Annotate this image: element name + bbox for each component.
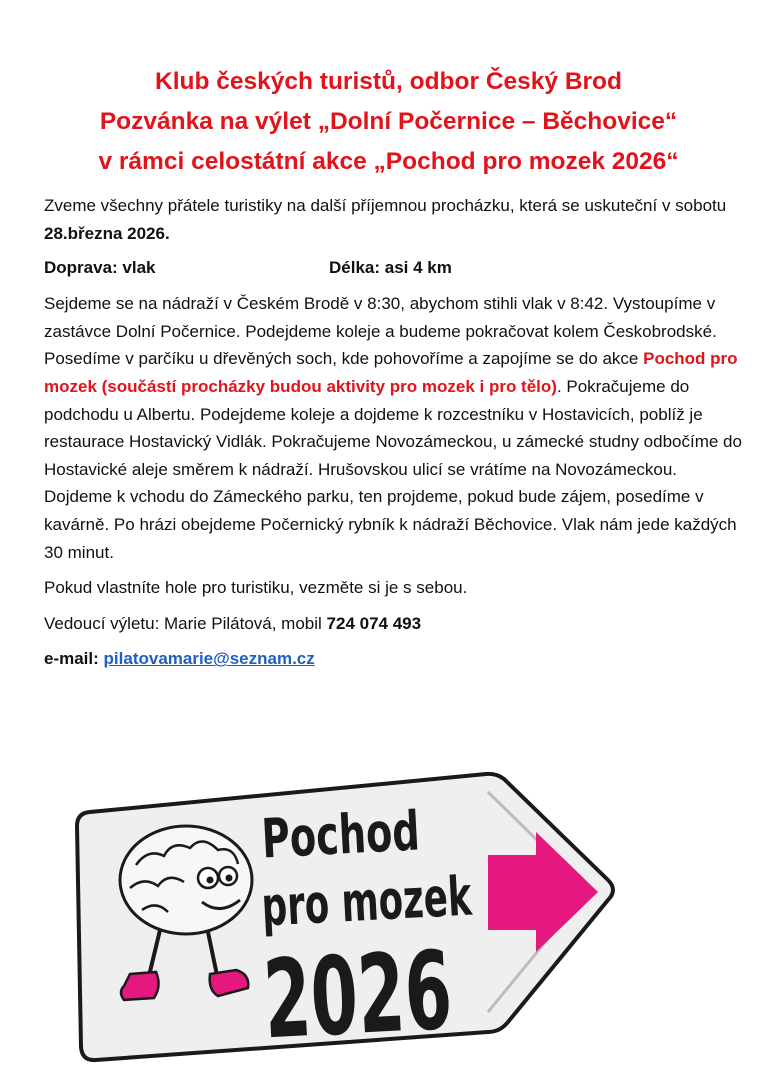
hiking-poles-note: Pokud vlastníte hole pro turistiku, vezměte si je s sebou. <box>44 578 468 598</box>
logo-line-3: 2026 <box>260 922 568 1064</box>
logo-line-2: pro mozek <box>260 858 582 939</box>
intro-text: Zveme všechny přátele turistiky na další příjemnou procházku, která se uskuteční v sobotu <box>44 196 727 215</box>
trip-date: 28.března 2026. <box>44 223 170 243</box>
leader-phone: 724 074 493 <box>326 613 422 633</box>
length-info: Délka: asi 4 km <box>329 258 452 278</box>
pochod-pro-mozek-logo <box>68 760 628 1070</box>
content <box>44 192 744 673</box>
signpost-graphic <box>68 760 628 1070</box>
intro-paragraph <box>44 192 744 247</box>
trip-leader <box>44 610 744 638</box>
email-line <box>44 645 744 673</box>
transport-line <box>44 254 744 282</box>
leader-label: Vedoucí výletu: Marie Pilátová, mobil <box>44 613 327 633</box>
transport-info: Doprava: vlak <box>44 258 156 278</box>
logo-line-1: Pochod <box>260 795 487 871</box>
email-link[interactable]: pilatovamarie@seznam.cz <box>103 649 315 669</box>
header <box>0 62 777 182</box>
route-text-1: Sejdeme se na nádraží v Českém Brodě v 8:30, abychom stihli vlak v 8:42. Vystoupíme v zastávce Dolní Počernice. Podejdeme koleje a budeme pokračovat kolem Českobrodské. Posedíme v parčíku u dřevěných soch, kde pohovoříme a zapojíme se do akce <box>44 294 717 369</box>
email-label: e-mail: <box>44 649 104 669</box>
event-title: v rámci celostátní akce „Pochod pro mozek 2026“ <box>98 148 679 175</box>
trip-title: Pozvánka na výlet „Dolní Počernice – Běchovice“ <box>99 108 678 135</box>
route-text-2: . Pokračujeme do podchodu u Albertu. Podejdeme koleje a dojdeme k rozcestníku v Hostavicích, poblíž je restaurace Hostavický Vidlák. Pokračujeme Novozámeckou, u zámecké studny odbočíme do Hostavické aleje směrem k nádraží. Hrušovskou ulicí se vrátíme na Novozámeckou. Dojdeme k vchodu do Zámeckého parku, ten projdeme, pokud bude zájem, posedíme v kavárně. Po hrázi obejdeme Počernický rybník k nádraží Běchovice. Vlak nám jede každých 30 minut. <box>44 376 742 562</box>
club-title: Klub českých turistů, odbor Český Brod <box>155 68 622 95</box>
route-description <box>44 290 744 566</box>
event-highlight: Pochod pro mozek (součástí procházky budou aktivity pro mozek i pro tělo) <box>44 349 738 396</box>
